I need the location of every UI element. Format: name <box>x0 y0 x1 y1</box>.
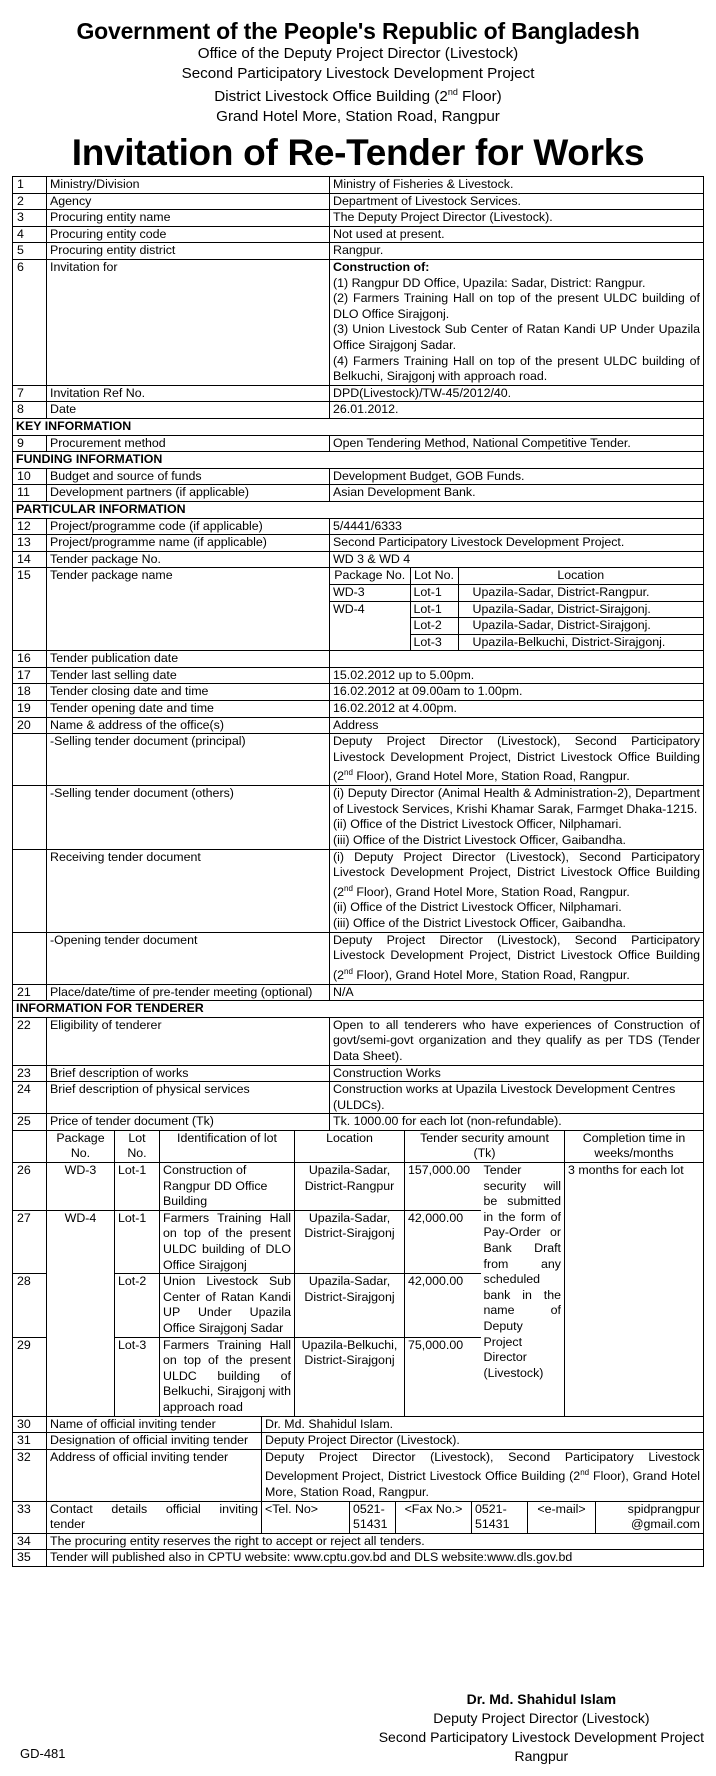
signatory-project: Second Participatory Livestock Development Project <box>378 1729 704 1745</box>
table-row: 25 Price of tender document (Tk) Tk. 1000.00 for each lot (non-refundable). <box>13 1114 704 1131</box>
lots-header: Package No. Lot No. Identification of lot Location Tender security amount (Tk) Completion time in weeks/months <box>13 1131 704 1163</box>
footer-code: GD-481 <box>20 1746 66 1761</box>
table-row: -Selling tender document (principal) Deputy Project Director (Livestock), Second Participatory Livestock Development Project, District Livestock Office Building (2nd Floor), Grand Hotel More, Station Road, Rangpur. <box>13 734 704 786</box>
tender-notice <box>12 0 704 1567</box>
lot-row: 26 WD-3 Lot-1 Construction of Rangpur DD Office Building Upazila-Sadar, District-Rangpur 157,000.00 Tender security will be submitted in the form of Pay-Order or Bank Draft from any scheduled bank in the name of Deputy Project Director (Livestock) 3 months for each lot <box>13 1163 704 1211</box>
table-row: 11 Development partners (if applicable) Asian Development Bank. <box>13 485 704 502</box>
table-row: 15 Tender package name Package No. Lot No. Location WD-3 Lot-1 Upazila-Sadar, District-Rangpur. WD-4 Lot-1 Upazila-Sadar, District-Sirajgonj. Lot-2 Upazila-Sadar, District-Sirajgonj. Lot-3 Upazila-Belkuchi, District-Sirajgonj. <box>13 568 704 651</box>
header <box>12 18 704 174</box>
table-row: 13 Project/programme name (if applicable) Second Participatory Livestock Development Project. <box>13 535 704 552</box>
table-row: 34 The procuring entity reserves the right to accept or reject all tenders. <box>13 1533 704 1550</box>
project-name: Second Participatory Livestock Development Project <box>181 64 535 82</box>
government-title: Government of the People's Republic of Bangladesh <box>76 18 640 44</box>
lot-row: 27 WD-4 Lot-1 Farmers Training Hall on top of the present ULDC building of DLO Office Sirajgonj Upazila-Sadar, District-Sirajgonj 42,000.00 <box>13 1210 704 1273</box>
main-info-table <box>12 176 704 1131</box>
fax-value: 0521-51431 <box>472 1501 528 1533</box>
table-row: 20 Name & address of the office(s) Address <box>13 717 704 734</box>
table-row: 32 Address of official inviting tender Deputy Project Director (Livestock), Second Participatory Livestock Development Project, District Livestock Office Building (2nd Floor), Grand Hotel More, Station Road, Rangpur. <box>13 1449 704 1501</box>
lot-row: 28 Lot-2 Union Livestock Sub Center of Ratan Kandi UP Under Upazila Office Sirajgonj Sadar Upazila-Sadar, District-Sirajgonj 42,000.00 <box>13 1274 704 1337</box>
email-value: spidprangpur @gmail.com <box>596 1501 704 1533</box>
table-row: 31 Designation of official inviting tender Deputy Project Director (Livestock). <box>13 1433 704 1450</box>
lots-table <box>12 1131 704 1417</box>
table-row: 7 Invitation Ref No. DPD(Livestock)/TW-45/2012/40. <box>13 385 704 402</box>
signatory-name: Dr. Md. Shahidul Islam <box>466 1691 617 1707</box>
table-row: 9 Procurement method Open Tendering Method, National Competitive Tender. <box>13 435 704 452</box>
table-row: 6 Invitation for Construction of: (1) Rangpur DD Office, Upazila: Sadar, District: Rangpur. (2) Farmers Training Hall on top of the present ULDC building of DLO Office Sirajgonj. (3) Union Livestock Sub Center of Ratan Kandi UP Under Upazila Office Sirajgonj Sadar. (4) Farmers Training Hall on top of the present ULDC building of Belkuchi, Sirajgonj with approach road. <box>13 260 704 386</box>
section-header: INFORMATION FOR TENDERER <box>13 1001 704 1018</box>
signatory-designation: Deputy Project Director (Livestock) <box>433 1710 650 1726</box>
table-row: 16 Tender publication date <box>13 651 704 668</box>
building-name: District Livestock Office Building (2nd Floor) <box>214 87 502 106</box>
completion-time: 3 months for each lot <box>565 1163 704 1417</box>
table-row: 24 Brief description of physical services Construction works at Upazila Livestock Development Centres (ULDCs). <box>13 1082 704 1114</box>
tel-value: 0521-51431 <box>350 1501 396 1533</box>
tel-label: <Tel. No> <box>262 1501 350 1533</box>
table-row: 14 Tender package No. WD 3 & WD 4 <box>13 551 704 568</box>
fax-label: <Fax No.> <box>396 1501 472 1533</box>
invitation-for-list: Construction of: (1) Rangpur DD Office, Upazila: Sadar, District: Rangpur. (2) Farmers Training Hall on top of the present ULDC building of DLO Office Sirajgonj. (3) Union Livestock Sub Center of Ratan Kandi UP Under Upazila Office Sirajgonj Sadar. (4) Farmers Training Hall on top of the present ULDC building of Belkuchi, Sirajgonj with approach road. <box>330 260 704 386</box>
signatory-place: Rangpur <box>514 1748 569 1764</box>
official-table <box>12 1417 704 1567</box>
signature-block <box>379 1690 704 1766</box>
table-row: 12 Project/programme code (if applicable) 5/4441/6333 <box>13 518 704 535</box>
table-row: 21 Place/date/time of pre-tender meeting (optional) N/A <box>13 984 704 1001</box>
contact-row: 33 Contact details official inviting tender <Tel. No> 0521-51431 <Fax No.> 0521-51431 <e-mail> spidprangpur @gmail.com <box>13 1501 704 1533</box>
section-header: PARTICULAR INFORMATION <box>13 501 704 518</box>
table-row: -Selling tender document (others) (i) Deputy Director (Animal Health & Administration-2), Department of Livestock Services, Krishi Khamar Sarak, Farmget Dhaka-1215. (ii) Office of the District Livestock Officer, Nilphamari. (iii) Office of the District Livestock Officer, Gaibandha. <box>13 786 704 849</box>
section-header: KEY INFORMATION <box>13 418 704 435</box>
table-row: 19 Tender opening date and time 16.02.2012 at 4.00pm. <box>13 701 704 718</box>
table-row: 5 Procuring entity district Rangpur. <box>13 243 704 260</box>
table-row: 4 Procuring entity code Not used at present. <box>13 226 704 243</box>
office-name: Office of the Deputy Project Director (Livestock) <box>197 45 519 62</box>
table-row: 2 Agency Department of Livestock Services. <box>13 193 704 210</box>
table-row: -Opening tender document Deputy Project Director (Livestock), Second Participatory Livestock Development Project, District Livestock Office Building (2nd Floor), Grand Hotel More, Station Road, Rangpur. <box>13 932 704 984</box>
notice-title: Invitation of Re-Tender for Works <box>71 132 645 174</box>
table-row: 17 Tender last selling date 15.02.2012 up to 5.00pm. <box>13 667 704 684</box>
table-row: 18 Tender closing date and time 16.02.2012 at 09.00am to 1.00pm. <box>13 684 704 701</box>
table-row: 30 Name of official inviting tender Dr. Md. Shahidul Islam. <box>13 1417 704 1433</box>
table-row: 3 Procuring entity name The Deputy Project Director (Livestock). <box>13 210 704 227</box>
table-row: 35 Tender will published also in CPTU website: www.cptu.gov.bd and DLS website:www.dls.gov.bd <box>13 1550 704 1567</box>
table-row: Receiving tender document (i) Deputy Project Director (Livestock), Second Participatory Livestock Development Project, District Livestock Office Building (2nd Floor), Grand Hotel More, Station Road, Rangpur. (ii) Office of the District Livestock Officer, Nilphamari. (iii) Office of the District Livestock Officer, Gaibandha. <box>13 849 704 932</box>
table-row: 22 Eligibility of tenderer Open to all tenderers who have experiences of Construction of govt/semi-govt organization and they qualify as per TDS (Tender Data Sheet). <box>13 1017 704 1065</box>
table-row: 23 Brief description of works Construction Works <box>13 1065 704 1082</box>
table-row: 1 Ministry/Division Ministry of Fisheries & Livestock. <box>13 177 704 194</box>
package-table: Package No. Lot No. Location WD-3 Lot-1 Upazila-Sadar, District-Rangpur. WD-4 Lot-1 Upazila-Sadar, District-Sirajgonj. Lot-2 Upazila-Sadar, District-Sirajgonj. Lot-3 Upazila-Belkuchi, District-Sirajgonj. <box>330 568 703 650</box>
lot-row: 29 Lot-3 Farmers Training Hall on top of the present ULDC building of Belkuchi, Sirajgonj with approach road Upazila-Belkuchi, District-Sirajgonj 75,000.00 <box>13 1337 704 1416</box>
package-table-cell <box>330 568 704 651</box>
table-row: 8 Date 26.01.2012. <box>13 402 704 419</box>
security-note: Tender security will be submitted in the form of Pay-Order or Bank Draft from any scheduled bank in the name of Deputy Project Director (Livestock) <box>481 1163 565 1417</box>
table-row: 10 Budget and source of funds Development Budget, GOB Funds. <box>13 468 704 485</box>
office-address: Grand Hotel More, Station Road, Rangpur <box>216 107 500 125</box>
section-header: FUNDING INFORMATION <box>13 452 704 469</box>
email-label: <e-mail> <box>528 1501 596 1533</box>
